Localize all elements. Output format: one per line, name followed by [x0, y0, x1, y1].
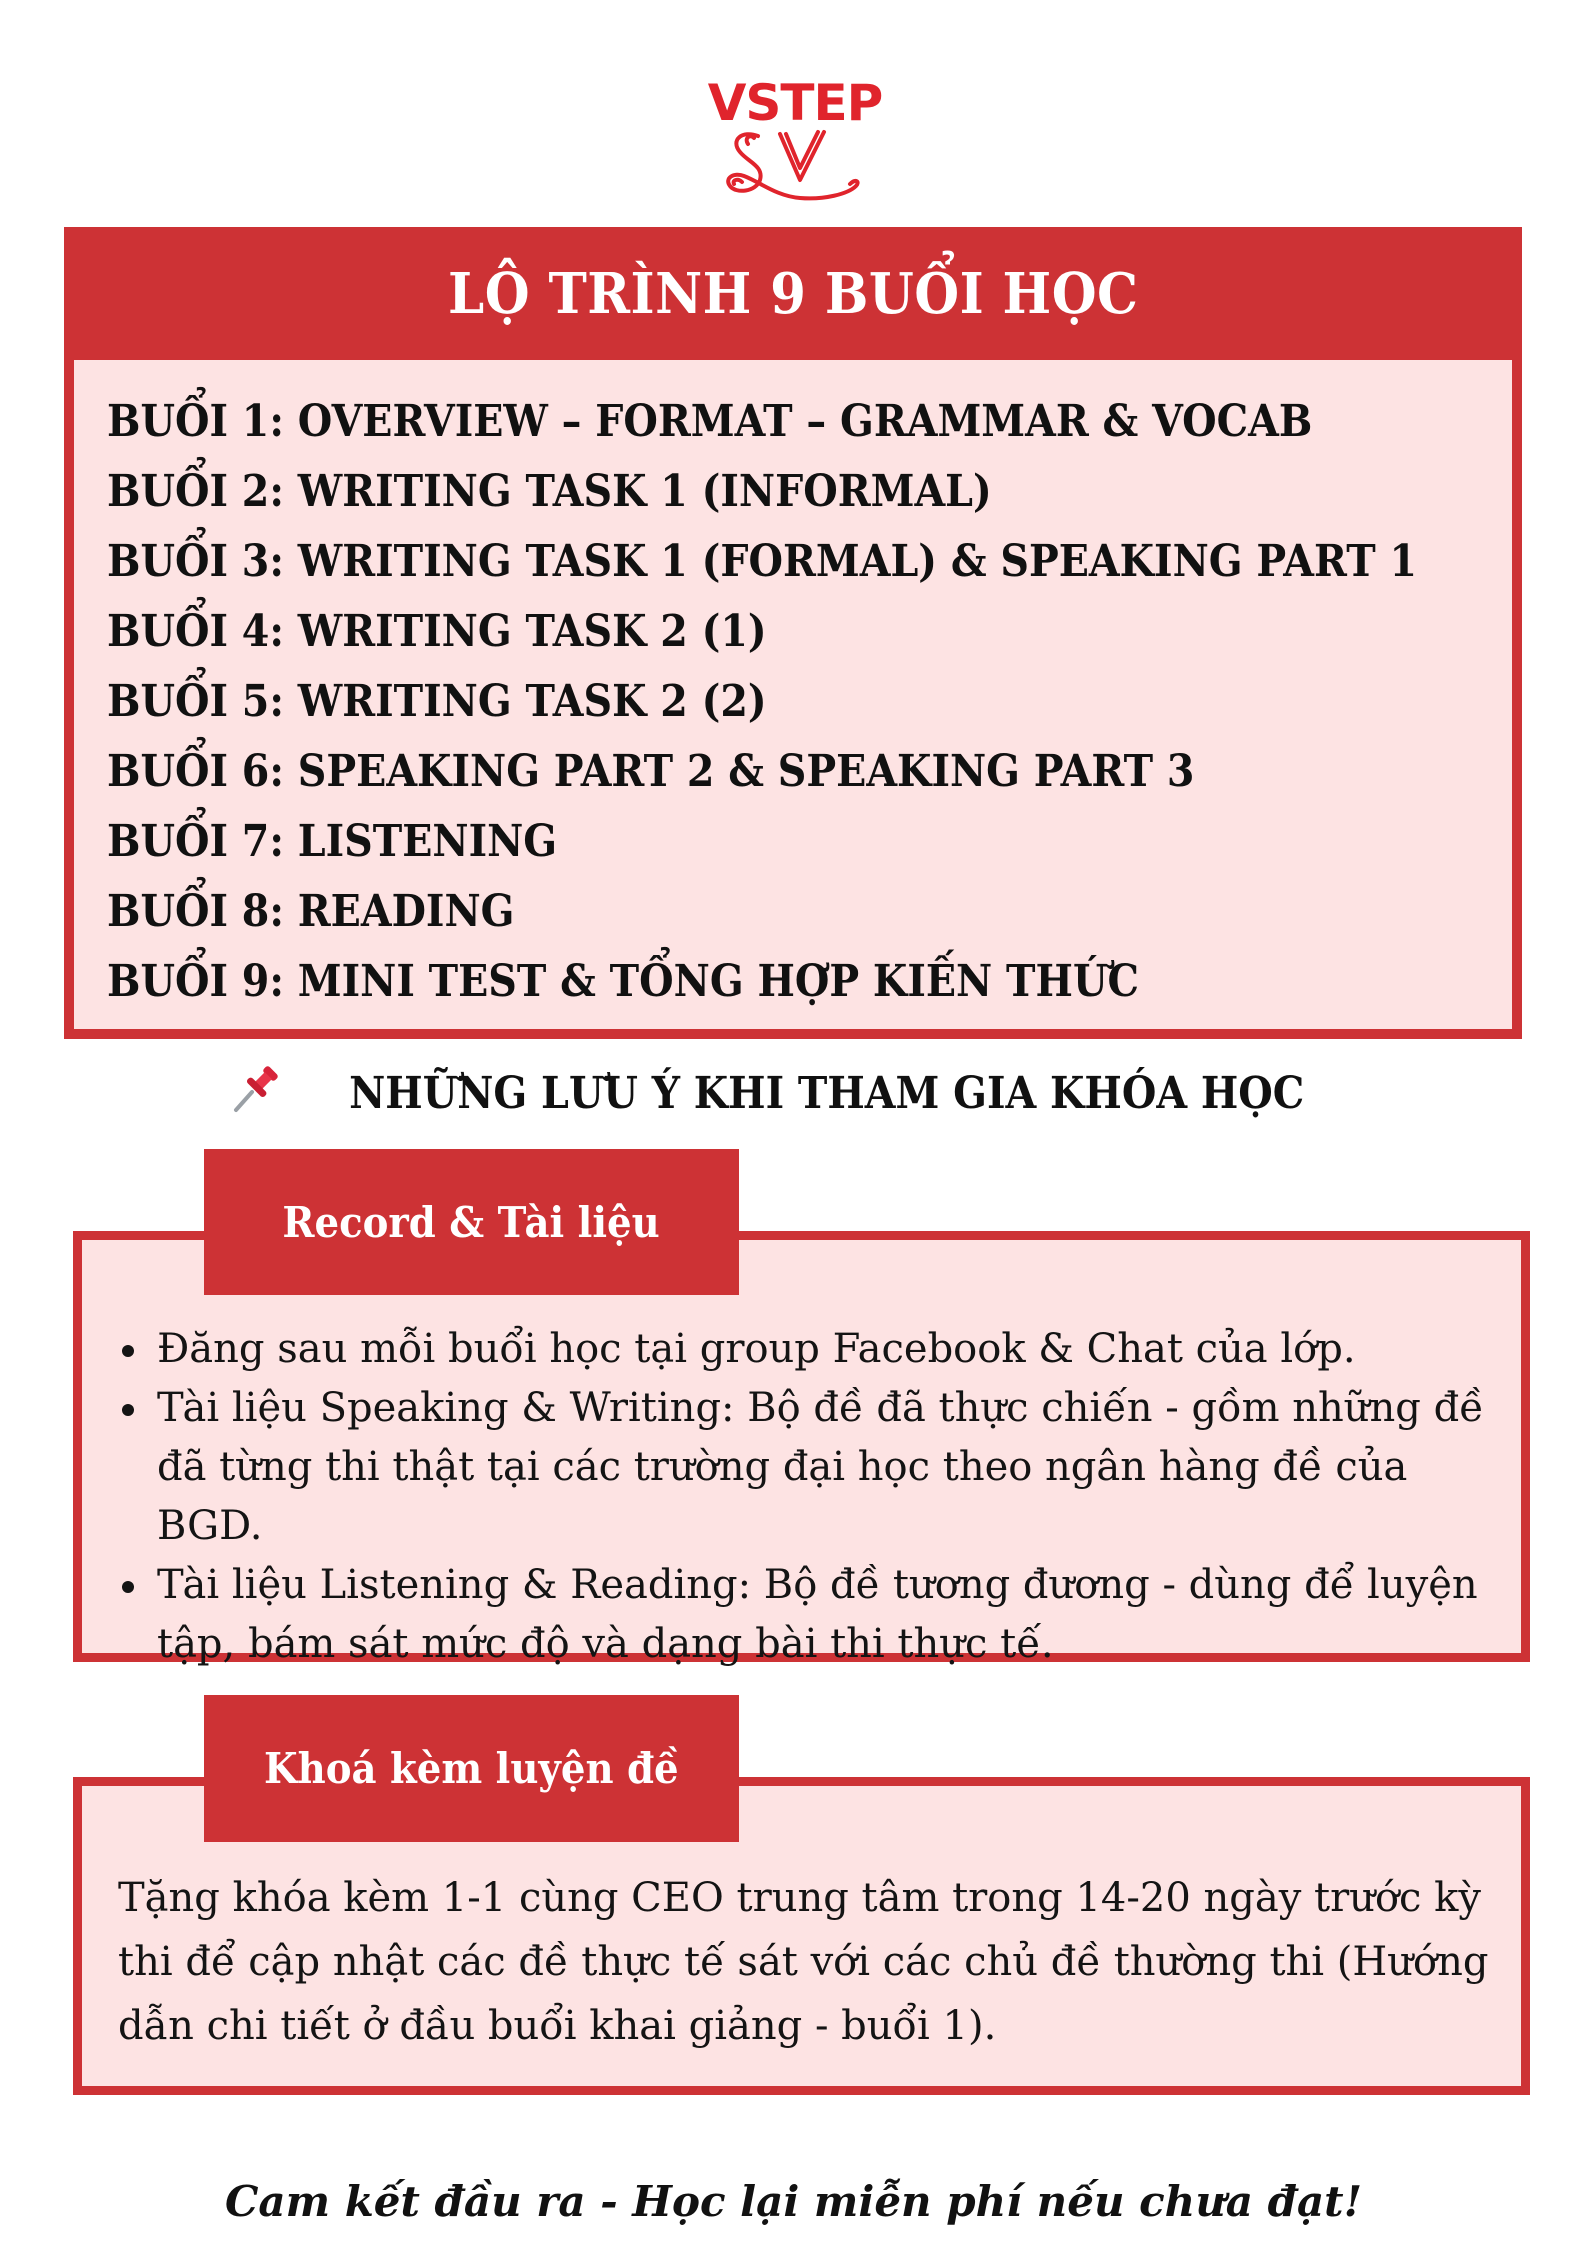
roadmap-title: LỘ TRÌNH 9 BUỔI HỌC: [447, 260, 1139, 327]
record-materials-card: [73, 1231, 1530, 1667]
bullet-item: Tài liệu Speaking & Writing: Bộ đề đã thực chiến - gồm những đề đã từng thi thật tại các trường đại học theo ngân hàng đề của BGD.: [117, 1379, 1487, 1556]
session-item-8: BUỔI 8: READING: [107, 886, 515, 937]
session-item-9: BUỔI 9: MINI TEST & TỔNG HỢP KIẾN THỨC: [107, 956, 1139, 1007]
session-item-6: BUỔI 6: SPEAKING PART 2 & SPEAKING PART 3: [107, 746, 1195, 797]
logo-sv-script-icon: [720, 124, 870, 210]
tutoring-tab-label: Khoá kèm luyện đề: [264, 1744, 679, 1793]
tutoring-description: Tặng khóa kèm 1-1 cùng CEO trung tâm trong 14-20 ngày trước kỳ thi để cập nhật các đề thực tế sát với các chủ đề thường thi (Hướng dẫn chi tiết ở đầu buổi khai giảng - buổi 1).: [118, 1875, 1489, 2049]
notes-heading-text: NHỮNG LƯU Ý KHI THAM GIA KHÓA HỌC: [348, 1068, 1305, 1119]
roadmap-panel: [64, 227, 1522, 1039]
session-item-7: BUỔI 7: LISTENING: [107, 816, 558, 867]
session-item-5: BUỔI 5: WRITING TASK 2 (2): [107, 676, 767, 727]
logo-wordmark: VSTEP: [707, 74, 883, 132]
session-item-4: BUỔI 4: WRITING TASK 2 (1): [107, 606, 767, 657]
record-bullet-list: [117, 1320, 1487, 1674]
record-materials-tab-label: Record & Tài liệu: [282, 1197, 661, 1247]
bullet-item: Tài liệu Listening & Reading: Bộ đề tương đương - dùng để luyện tập, bám sát mức độ và dạng bài thi thực tế.: [117, 1556, 1487, 1674]
session-item-1: BUỔI 1: OVERVIEW – FORMAT – GRAMMAR & VOCAB: [107, 396, 1313, 447]
session-list: [107, 387, 1563, 1017]
notes-heading: [0, 1062, 1587, 1126]
tutoring-tab: [204, 1695, 739, 1842]
footer-slogan: Cam kết đầu ra - Học lại miễn phí nếu chưa đạt!: [224, 2177, 1362, 2226]
session-item-3: BUỔI 3: WRITING TASK 1 (FORMAL) & SPEAKING PART 1: [107, 536, 1418, 587]
vstep-sv-logo: [680, 72, 910, 212]
bullet-item: Đăng sau mỗi buổi học tại group Facebook & Chat của lớp.: [117, 1320, 1487, 1379]
session-item-2: BUỔI 2: WRITING TASK 1 (INFORMAL): [107, 466, 992, 517]
record-materials-tab: [204, 1149, 739, 1295]
roadmap-header: [64, 227, 1522, 360]
pushpin-icon: [230, 1062, 282, 1114]
